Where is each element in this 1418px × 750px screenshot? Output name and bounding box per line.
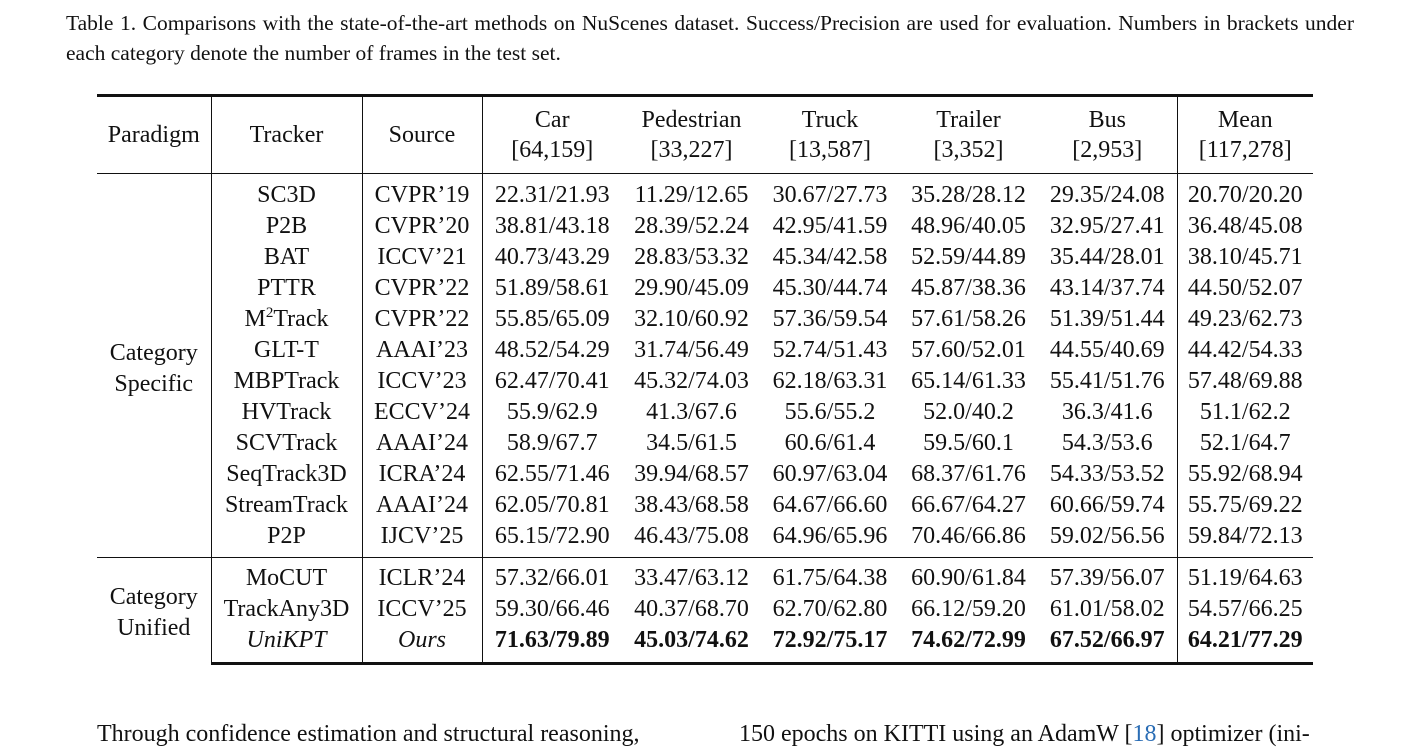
value-cell: 64.21/77.29 xyxy=(1177,625,1313,664)
value-cell: 57.60/52.01 xyxy=(911,337,1026,363)
value-cell: 68.37/61.76 xyxy=(911,461,1026,487)
value-cell: 71.63/79.89 xyxy=(482,625,622,664)
header-bus: Bus [2,953] xyxy=(1038,96,1177,174)
value-cell: 55.75/69.22 xyxy=(1187,492,1303,518)
table-row xyxy=(97,304,1313,335)
tracker-cell: $M^2Track$ xyxy=(211,304,362,335)
value-cell: 59.02/56.56 xyxy=(1038,521,1177,558)
value-cell: 65.15/72.90 xyxy=(494,523,610,549)
value-cell: 51.1/62.2 xyxy=(1199,399,1291,425)
value-cell: 52.59/44.89 xyxy=(911,244,1026,270)
table-row xyxy=(97,459,1313,490)
group-category-unified xyxy=(97,558,1313,664)
value-cell: 48.52/54.29 xyxy=(494,337,610,363)
value-cell: 39.94/68.57 xyxy=(634,461,749,487)
header-truck: Truck [13,587] xyxy=(761,96,899,174)
tracker-cell: P2B xyxy=(211,211,362,242)
value-cell: 45.87/38.36 xyxy=(911,275,1026,301)
value-cell: 43.14/37.74 xyxy=(1038,273,1177,304)
table-caption: Table 1. Comparisons with the state-of-the-art methods on NuScenes dataset. Success/Precision are used for evaluation. Numbers in brackets under each category denote the number of frames in the test set. xyxy=(66,11,1354,65)
value-cell: 44.50/52.07 xyxy=(1187,275,1303,301)
value-cell: 60.90/61.84 xyxy=(899,558,1038,595)
value-cell: 55.6/55.2 xyxy=(784,399,876,425)
value-cell: 54.57/66.25 xyxy=(1187,596,1303,622)
value-cell: 54.3/53.6 xyxy=(1038,428,1177,459)
tracker-cell: TrackAny3D xyxy=(211,594,362,625)
value-cell: 59.5/60.1 xyxy=(923,430,1014,456)
value-cell: 51.19/64.63 xyxy=(1177,558,1313,595)
value-cell: 44.42/54.33 xyxy=(1187,337,1303,363)
value-cell: 29.90/45.09 xyxy=(634,275,749,301)
source-cell: CVPR’22 xyxy=(362,273,482,304)
value-cell: 70.46/66.86 xyxy=(911,523,1026,549)
value-cell: 62.05/70.81 xyxy=(494,492,610,518)
source-cell: AAAI’24 xyxy=(362,490,482,521)
table-row xyxy=(97,558,1313,595)
tracker-cell: UniKPT xyxy=(211,625,362,664)
table-row xyxy=(97,273,1313,304)
source-cell: ICRA’24 xyxy=(362,459,482,490)
header-pedestrian: Pedestrian [33,227] xyxy=(622,96,761,174)
value-cell: 46.43/75.08 xyxy=(634,523,749,549)
value-cell: 60.66/59.74 xyxy=(1038,490,1177,521)
value-cell: 64.67/66.60 xyxy=(772,492,888,518)
value-cell: 57.39/56.07 xyxy=(1038,558,1177,595)
comparison-table-wrap xyxy=(97,94,1313,665)
value-cell: 57.61/58.26 xyxy=(911,306,1026,332)
paradigm-cell: Category Specific xyxy=(97,174,211,558)
value-cell: 60.6/61.4 xyxy=(784,430,876,456)
source-cell: ICLR’24 xyxy=(362,558,482,595)
value-cell: 38.81/43.18 xyxy=(494,213,610,239)
value-cell: 58.9/67.7 xyxy=(506,430,598,456)
value-cell: 52.74/51.43 xyxy=(772,337,888,363)
citation-link[interactable]: 18 xyxy=(1132,721,1157,747)
header-row xyxy=(97,96,1313,174)
header-tracker: Tracker xyxy=(211,96,362,174)
value-cell: 65.14/61.33 xyxy=(911,368,1026,394)
tracker-cell: SC3D xyxy=(211,174,362,212)
tracker-cell: GLT-T xyxy=(211,335,362,366)
header-car: Car [64,159] xyxy=(482,96,622,174)
header-trailer: Trailer [3,352] xyxy=(899,96,1038,174)
value-cell: 55.85/65.09 xyxy=(494,306,610,332)
value-cell: 67.52/66.97 xyxy=(1038,625,1177,664)
tracker-cell: P2P xyxy=(211,521,362,558)
source-cell: ICCV’23 xyxy=(362,366,482,397)
value-cell: 36.3/41.6 xyxy=(1038,397,1177,428)
value-cell: 22.31/21.93 xyxy=(494,182,610,208)
value-cell: 55.9/62.9 xyxy=(506,399,598,425)
value-cell: 44.55/40.69 xyxy=(1038,335,1177,366)
value-cell: 32.95/27.41 xyxy=(1038,211,1177,242)
table-row xyxy=(97,242,1313,273)
tracker-cell: MBPTrack xyxy=(211,366,362,397)
tracker-cell: BAT xyxy=(211,242,362,273)
value-cell: 51.39/51.44 xyxy=(1038,304,1177,335)
value-cell: 61.75/64.38 xyxy=(761,558,899,595)
value-cell: 32.10/60.92 xyxy=(634,306,749,332)
value-cell: 48.96/40.05 xyxy=(911,213,1026,239)
value-cell: 57.36/59.54 xyxy=(772,306,888,332)
tracker-cell: SeqTrack3D xyxy=(211,459,362,490)
table-row xyxy=(97,366,1313,397)
source-cell: CVPR’19 xyxy=(362,174,482,212)
source-cell: AAAI’23 xyxy=(362,335,482,366)
table-row xyxy=(97,335,1313,366)
value-cell: 36.48/45.08 xyxy=(1187,213,1303,239)
tracker-cell: StreamTrack xyxy=(211,490,362,521)
group-category-specific xyxy=(97,174,1313,558)
value-cell: 54.33/53.52 xyxy=(1038,459,1177,490)
paradigm-cell: Category Unified xyxy=(97,558,211,664)
value-cell: 62.70/62.80 xyxy=(772,596,888,622)
value-cell: 35.28/28.12 xyxy=(911,182,1026,208)
table-row xyxy=(97,174,1313,212)
value-cell: 64.96/65.96 xyxy=(772,523,888,549)
value-cell: 45.32/74.03 xyxy=(634,368,749,394)
value-cell: 40.73/43.29 xyxy=(494,244,610,270)
value-cell: 45.30/44.74 xyxy=(772,275,888,301)
table-row xyxy=(97,594,1313,625)
table-row xyxy=(97,625,1313,664)
body-text-right: 150 epochs on KITTI using an AdamW [18] optimizer (ini- xyxy=(739,721,1310,747)
table-row xyxy=(97,211,1313,242)
value-cell: 52.1/64.7 xyxy=(1199,430,1291,456)
value-cell: 62.47/70.41 xyxy=(494,368,610,394)
header-mean: Mean [117,278] xyxy=(1177,96,1313,174)
value-cell: 38.43/68.58 xyxy=(634,492,749,518)
value-cell: 59.30/66.46 xyxy=(494,596,610,622)
tracker-cell: PTTR xyxy=(211,273,362,304)
source-cell: ECCV’24 xyxy=(362,397,482,428)
source-cell: IJCV’25 xyxy=(362,521,482,558)
value-cell: 45.34/42.58 xyxy=(772,244,888,270)
source-cell: CVPR’20 xyxy=(362,211,482,242)
value-cell: 49.23/62.73 xyxy=(1187,306,1303,332)
value-cell: 20.70/20.20 xyxy=(1187,182,1303,208)
tracker-cell: MoCUT xyxy=(211,558,362,595)
value-cell: 51.89/58.61 xyxy=(494,275,610,301)
source-cell: ICCV’21 xyxy=(362,242,482,273)
value-cell: 66.67/64.27 xyxy=(911,492,1026,518)
value-cell: 62.18/63.31 xyxy=(772,368,888,394)
source-cell: Ours xyxy=(362,625,482,664)
value-cell: 60.97/63.04 xyxy=(772,461,888,487)
header-paradigm: Paradigm xyxy=(97,96,211,174)
value-cell: 40.37/68.70 xyxy=(634,596,749,622)
value-cell: 41.3/67.6 xyxy=(646,399,737,425)
value-cell: 62.55/71.46 xyxy=(494,461,610,487)
tracker-cell: HVTrack xyxy=(211,397,362,428)
value-cell: 45.03/74.62 xyxy=(622,625,761,664)
header-source: Source xyxy=(362,96,482,174)
value-cell: 42.95/41.59 xyxy=(772,213,888,239)
value-cell: 72.92/75.17 xyxy=(761,625,899,664)
value-cell: 57.48/69.88 xyxy=(1187,368,1303,394)
value-cell: 55.92/68.94 xyxy=(1187,461,1303,487)
source-cell: AAAI’24 xyxy=(362,428,482,459)
comparison-table xyxy=(97,94,1313,665)
value-cell: 35.44/28.01 xyxy=(1038,242,1177,273)
value-cell: 38.10/45.71 xyxy=(1187,244,1303,270)
value-cell: 55.41/51.76 xyxy=(1038,366,1177,397)
body-text-left: Through confidence estimation and structural reasoning, xyxy=(97,721,640,747)
value-cell: 33.47/63.12 xyxy=(622,558,761,595)
value-cell: 29.35/24.08 xyxy=(1038,174,1177,212)
value-cell: 52.0/40.2 xyxy=(923,399,1014,425)
table-row xyxy=(97,397,1313,428)
tracker-cell: SCVTrack xyxy=(211,428,362,459)
table-row xyxy=(97,428,1313,459)
value-cell: 66.12/59.20 xyxy=(911,596,1026,622)
table-row xyxy=(97,490,1313,521)
table-row xyxy=(97,521,1313,558)
value-cell: 31.74/56.49 xyxy=(634,337,749,363)
value-cell: 28.39/52.24 xyxy=(634,213,749,239)
value-cell: 34.5/61.5 xyxy=(646,430,737,456)
value-cell: 61.01/58.02 xyxy=(1038,594,1177,625)
value-cell: 30.67/27.73 xyxy=(772,182,888,208)
source-cell: CVPR’22 xyxy=(362,304,482,335)
value-cell: 59.84/72.13 xyxy=(1187,523,1303,549)
value-cell: 11.29/12.65 xyxy=(634,182,749,208)
value-cell: 57.32/66.01 xyxy=(482,558,622,595)
source-cell: ICCV’25 xyxy=(362,594,482,625)
value-cell: 74.62/72.99 xyxy=(899,625,1038,664)
value-cell: 28.83/53.32 xyxy=(634,244,749,270)
